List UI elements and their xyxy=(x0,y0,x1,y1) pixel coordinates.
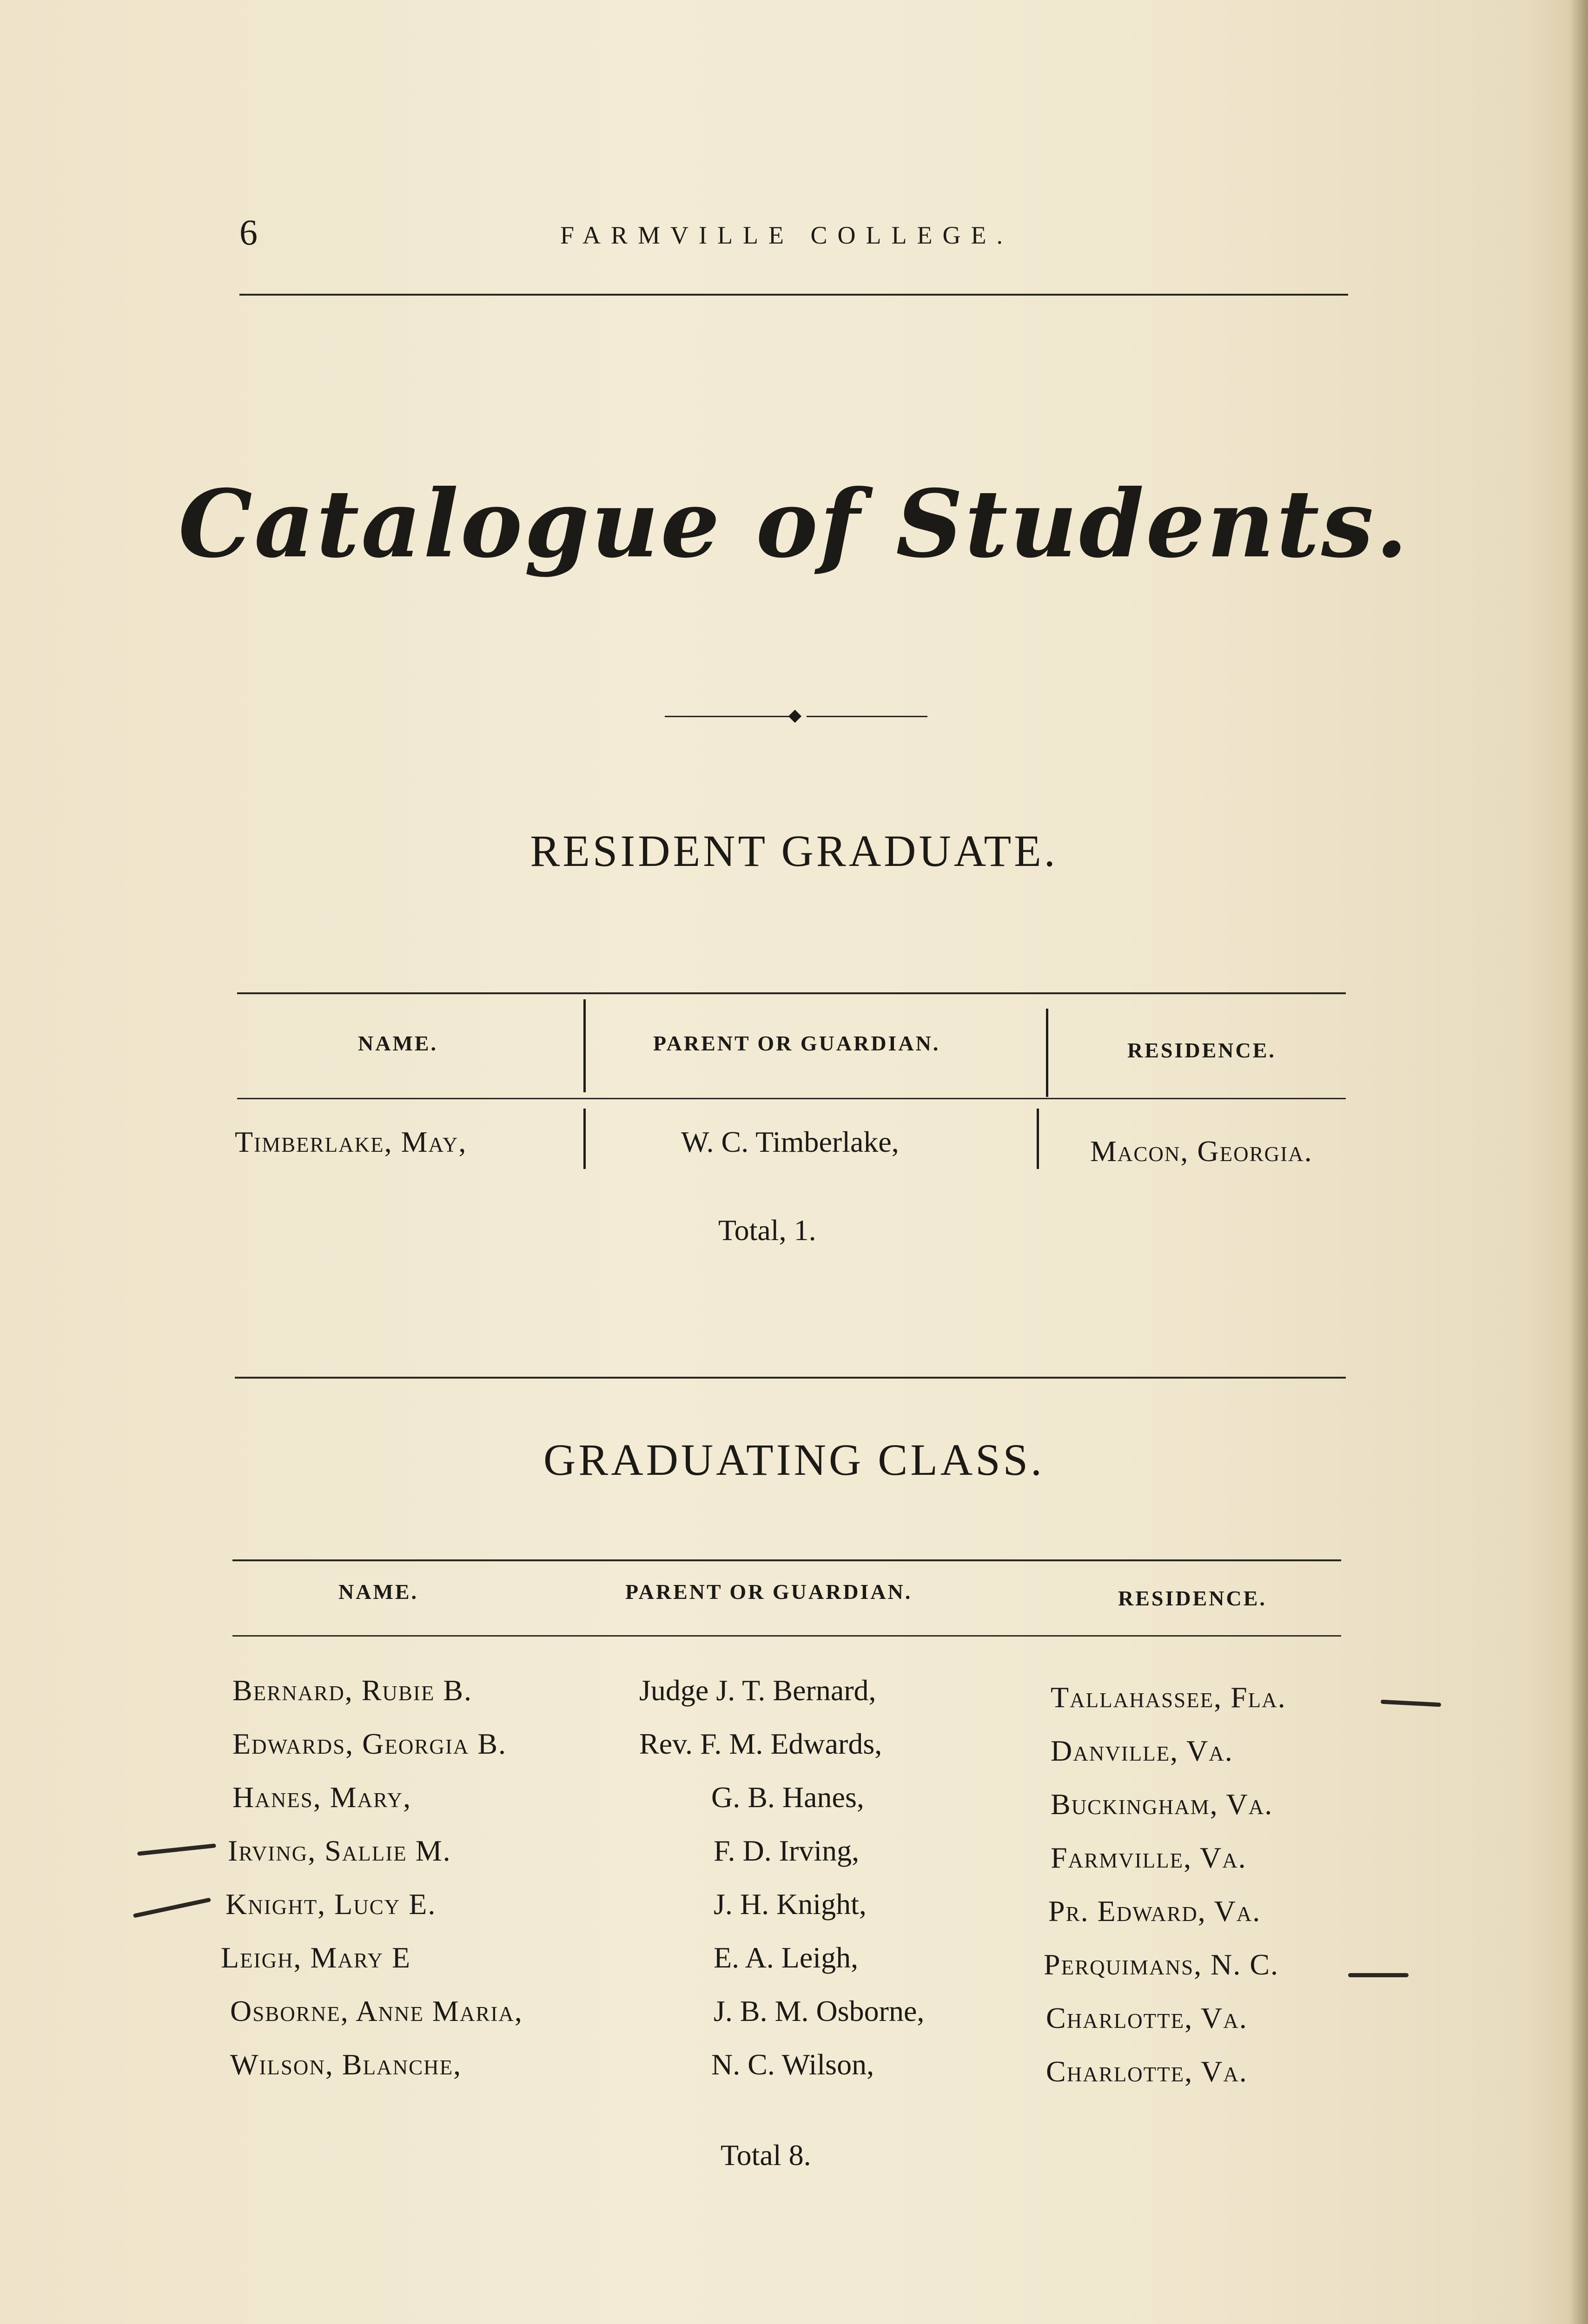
student-parent: F. D. Irving, xyxy=(714,1834,860,1867)
student-parent: E. A. Leigh, xyxy=(714,1941,859,1974)
student-residence: Pr. Edward, Va. xyxy=(1048,1895,1261,1928)
pencil-mark xyxy=(133,1897,211,1918)
resident-table-header-rule xyxy=(237,1098,1346,1099)
resident-total: Total, 1. xyxy=(718,1214,816,1247)
student-parent: Rev. F. M. Edwards, xyxy=(639,1727,882,1760)
ornament-rule-right xyxy=(807,716,927,717)
student-residence: Danville, Va. xyxy=(1051,1734,1233,1767)
ornament-rule-left xyxy=(665,716,790,717)
resident-col-parent: PARENT OR GUARDIAN. xyxy=(653,1031,940,1055)
resident-residence: Macon, Georgia. xyxy=(1090,1135,1313,1168)
graduating-class-heading: GRADUATING CLASS. xyxy=(543,1435,1045,1485)
student-name: Leigh, Mary E xyxy=(221,1941,411,1974)
resident-parent: W. C. Timberlake, xyxy=(681,1125,899,1158)
pencil-mark xyxy=(137,1843,216,1856)
student-name: Irving, Sallie M. xyxy=(228,1834,451,1867)
student-residence: Farmville, Va. xyxy=(1051,1841,1247,1874)
resident-name: Timberlake, May, xyxy=(235,1125,467,1158)
student-residence: Tallahassee, Fla. xyxy=(1051,1681,1286,1714)
student-parent: J. H. Knight, xyxy=(714,1888,867,1921)
student-residence: Buckingham, Va. xyxy=(1051,1788,1273,1821)
student-name: Edwards, Georgia B. xyxy=(232,1727,507,1760)
resident-row-divider-2 xyxy=(1037,1109,1039,1169)
header-rule xyxy=(239,294,1348,296)
resident-col-divider-1 xyxy=(583,999,586,1092)
graduating-col-parent: PARENT OR GUARDIAN. xyxy=(625,1580,913,1604)
student-name: Osborne, Anne Maria, xyxy=(230,1994,523,2027)
resident-table-top-rule xyxy=(237,992,1346,994)
running-head: FARMVILLE COLLEGE. xyxy=(560,221,1013,249)
student-name: Bernard, Rubie B. xyxy=(232,1674,473,1707)
page-number: 6 xyxy=(239,212,258,252)
graduating-table-top-rule xyxy=(232,1559,1341,1561)
student-parent: J. B. M. Osborne, xyxy=(714,1994,925,2027)
pencil-mark xyxy=(1348,1973,1409,1977)
section-divider-rule xyxy=(235,1377,1346,1379)
student-parent: G. B. Hanes, xyxy=(711,1781,864,1814)
resident-row-divider-1 xyxy=(583,1109,586,1169)
graduating-col-name: NAME. xyxy=(338,1580,419,1604)
page-title: Catalogue of Students. xyxy=(178,469,1410,579)
pencil-mark xyxy=(1381,1700,1441,1707)
resident-col-divider-2 xyxy=(1046,1009,1048,1097)
student-name: Hanes, Mary, xyxy=(232,1781,412,1814)
ornament-diamond xyxy=(788,710,801,723)
graduating-col-residence: RESIDENCE. xyxy=(1118,1586,1267,1610)
student-residence: Perquimans, N. C. xyxy=(1044,1948,1279,1981)
student-residence: Charlotte, Va. xyxy=(1046,2001,1248,2034)
student-parent: Judge J. T. Bernard, xyxy=(639,1674,876,1707)
resident-col-name: NAME. xyxy=(358,1031,438,1055)
graduating-table-header-rule xyxy=(232,1635,1341,1637)
student-parent: N. C. Wilson, xyxy=(711,2048,874,2081)
student-residence: Charlotte, Va. xyxy=(1046,2055,1248,2088)
page-edge-shadow xyxy=(1569,0,1588,2324)
student-name: Wilson, Blanche, xyxy=(230,2048,462,2081)
graduating-total: Total 8. xyxy=(721,2139,811,2172)
resident-col-residence: RESIDENCE. xyxy=(1127,1038,1276,1062)
student-name: Knight, Lucy E. xyxy=(225,1888,437,1921)
resident-graduate-heading: RESIDENT GRADUATE. xyxy=(530,826,1058,876)
